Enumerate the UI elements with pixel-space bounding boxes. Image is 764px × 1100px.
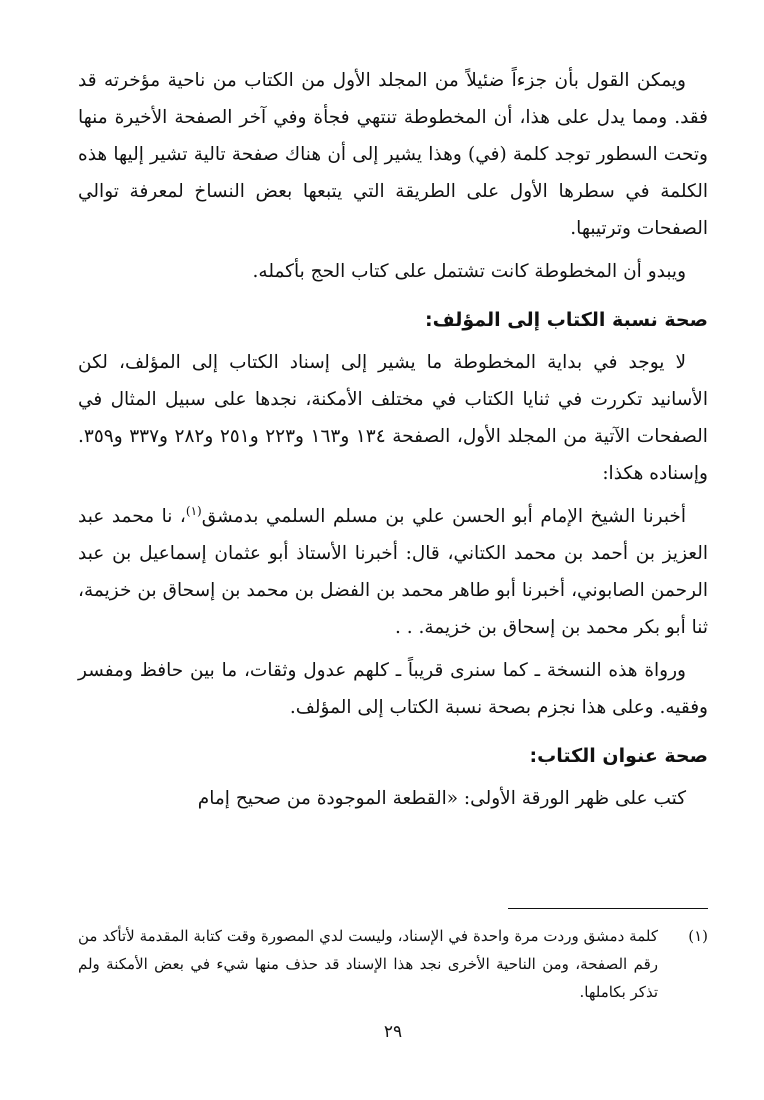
paragraph-isnad-intro	[78, 344, 708, 492]
paragraph-first-leaf-text: كتب على ظهر الورقة الأولى: «القطعة الموجودة من صحيح إمام	[197, 788, 686, 809]
paragraph-lost-portion	[78, 62, 708, 247]
footnote-divider	[508, 908, 708, 909]
isnad-chain-start: أخبرنا الشيخ الإمام أبو الحسن علي بن مسلم السلمي بدمشق	[201, 506, 686, 527]
paragraph-narrators	[78, 652, 708, 726]
footnote-reference[interactable]: (١)	[185, 503, 202, 518]
heading-attribution: صحة نسبة الكتاب إلى المؤلف:	[425, 309, 708, 331]
paragraph-hajj-book	[78, 253, 708, 290]
footnote-text: كلمة دمشق وردت مرة واحدة في الإسناد، وليست لدي المصورة وقت كتابة المقدمة لأتأكد من رقم الصفحة، ومن الناحية الأخرى نجد هذا الإسناد قد حذف منها شيء في بعض الأمكنة ولم تذكر بكاملها.	[78, 927, 658, 1001]
footnote	[78, 922, 708, 1006]
paragraph-narrators-text: ورواة هذه النسخة ـ كما سنرى قريباً ـ كلهم عدول وثقات، ما بين حافظ ومفسر وفقيه. وعلى هذا نجزم بصحة نسبة الكتاب إلى المؤلف.	[78, 660, 708, 718]
isnad-chain-rest: ، نا محمد عبد العزيز بن أحمد بن محمد الكتاني، قال: أخبرنا الأستاذ أبو عثمان إسماعيل بن عبد الرحمن الصابوني، أخبرنا أبو طاهر محمد بن الفضل بن محمد بن إسحاق بن خزيمة، ثنا أبو بكر محمد بن إسحاق بن خزيمة. . .	[78, 506, 708, 638]
page-number: ٢٩	[383, 1022, 403, 1042]
paragraph-lost-portion-text: ويمكن القول بأن جزءاً ضئيلاً من المجلد الأول من الكتاب من ناحية مؤخرته قد فقد. ومما يدل على هذا، أن المخطوطة تنتهي فجأة وفي آخر الصفحة الأخيرة منها وتحت السطور توجد كلمة (في) وهذا يشير إلى أن هناك صفحة تالية تشير إليها هذه الكلمة في سطرها الأول على الطريقة التي يتبعها بعض النساخ لمعرفة توالي الصفحات وترتيبها.	[78, 70, 708, 239]
paragraph-isnad-chain	[78, 498, 708, 646]
heading-title-authenticity: صحة عنوان الكتاب:	[529, 745, 708, 767]
paragraph-isnad-intro-text: لا يوجد في بداية المخطوطة ما يشير إلى إسناد الكتاب إلى المؤلف، لكن الأسانيد تكررت في ثنايا الكتاب في مختلف الأمكنة، نجدها على سبيل المثال في الصفحات الآتية من المجلد الأول، الصفحة ١٣٤ و١٦٣ و٢٢٣ و٢٥١ و٢٨٢ و٣٣٧ و٣٥٩. وإسناده هكذا:	[78, 352, 708, 484]
paragraph-hajj-book-text: ويبدو أن المخطوطة كانت تشتمل على كتاب الحج بأكمله.	[252, 261, 686, 282]
document-page	[78, 62, 708, 1082]
paragraph-first-leaf	[78, 780, 708, 817]
footnote-number: (١)	[688, 927, 708, 945]
